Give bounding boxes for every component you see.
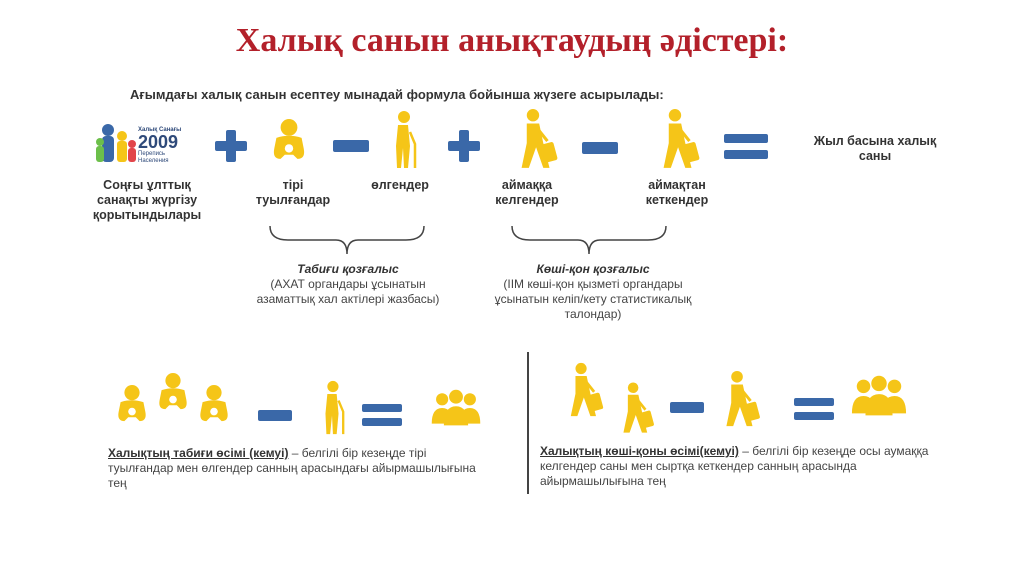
natural-brace xyxy=(268,224,426,258)
minus-icon xyxy=(670,402,704,413)
minus-icon xyxy=(582,142,618,154)
births-label: тірі туылғандар xyxy=(255,178,331,207)
equals-icon xyxy=(724,134,768,160)
minus-icon xyxy=(333,140,369,152)
census-logo-icon xyxy=(92,120,140,168)
baby-icon xyxy=(113,382,151,426)
natural-growth-term: Халықтың табиғи өсімі (кемуі) xyxy=(108,446,289,460)
population-group-icon xyxy=(430,388,482,428)
natural-desc: (АХАТ органдары ұсынатын азаматтық хал актілері жазбасы) xyxy=(256,277,440,306)
natural-growth-definition xyxy=(108,446,488,491)
natural-growth-text: – белгілі бір кезеңде тірі туылғандар мен өлгендер санның арасындағы айырмашылығына тең xyxy=(108,446,476,490)
logo-line3: Населения xyxy=(138,158,169,164)
arrivals-label: аймаққа келгендер xyxy=(495,178,559,207)
arriving-traveler-icon xyxy=(506,108,562,170)
population-group-icon xyxy=(850,374,908,418)
migration-growth-term: Халықтың көші-қоны өсімі(кемуі) xyxy=(540,444,739,458)
arriving-traveler-icon xyxy=(612,380,656,436)
result-label: Жыл басына халық саны xyxy=(813,134,937,163)
elder-icon xyxy=(318,380,346,436)
page-title: Халық санын анықтаудың әдістері: xyxy=(235,22,789,59)
arriving-traveler-icon xyxy=(556,362,608,418)
baby-icon xyxy=(268,112,310,168)
logo-line1: Халық Санағы xyxy=(138,127,182,133)
formula-subtitle: Ағымдағы халық санын есептеу мынадай формула бойынша жүзеге асырылады: xyxy=(130,87,664,102)
natural-heading: Табиғи қозғалыс xyxy=(297,262,399,276)
equals-icon xyxy=(794,398,834,422)
minus-icon xyxy=(258,410,292,421)
logo-year: 2009 xyxy=(138,132,179,152)
baby-icon xyxy=(195,382,233,426)
deaths-label: өлгендер xyxy=(371,178,429,192)
equals-icon xyxy=(362,404,402,428)
census-logo-text xyxy=(138,127,200,165)
section-divider xyxy=(527,352,529,494)
departing-traveler-icon xyxy=(646,108,706,170)
plus-icon xyxy=(213,128,249,164)
migration-desc: (ІІМ көші-қон қызметі органдары ұсынатын келіп/кету статистикалық талондар) xyxy=(494,277,692,321)
migration-growth-text: – белгілі бір кезеңде осы аумаққа келгендер саны мен сыртқа кеткендер санның арасында айырмашылығына тең xyxy=(540,444,929,488)
baby-icon xyxy=(154,370,192,414)
plus-icon xyxy=(446,128,482,164)
census-label: Соңғы ұлттық санақты жүргізу қорытындылары xyxy=(92,178,202,222)
migration-heading: Көші-қон қозғалыс xyxy=(536,262,650,276)
departing-traveler-icon xyxy=(710,370,766,428)
migration-growth-definition xyxy=(540,444,930,489)
departures-label: аймақтан кеткендер xyxy=(645,178,709,207)
logo-line2: Перепись xyxy=(138,151,166,157)
elder-icon xyxy=(388,110,418,170)
migration-brace xyxy=(510,224,668,258)
